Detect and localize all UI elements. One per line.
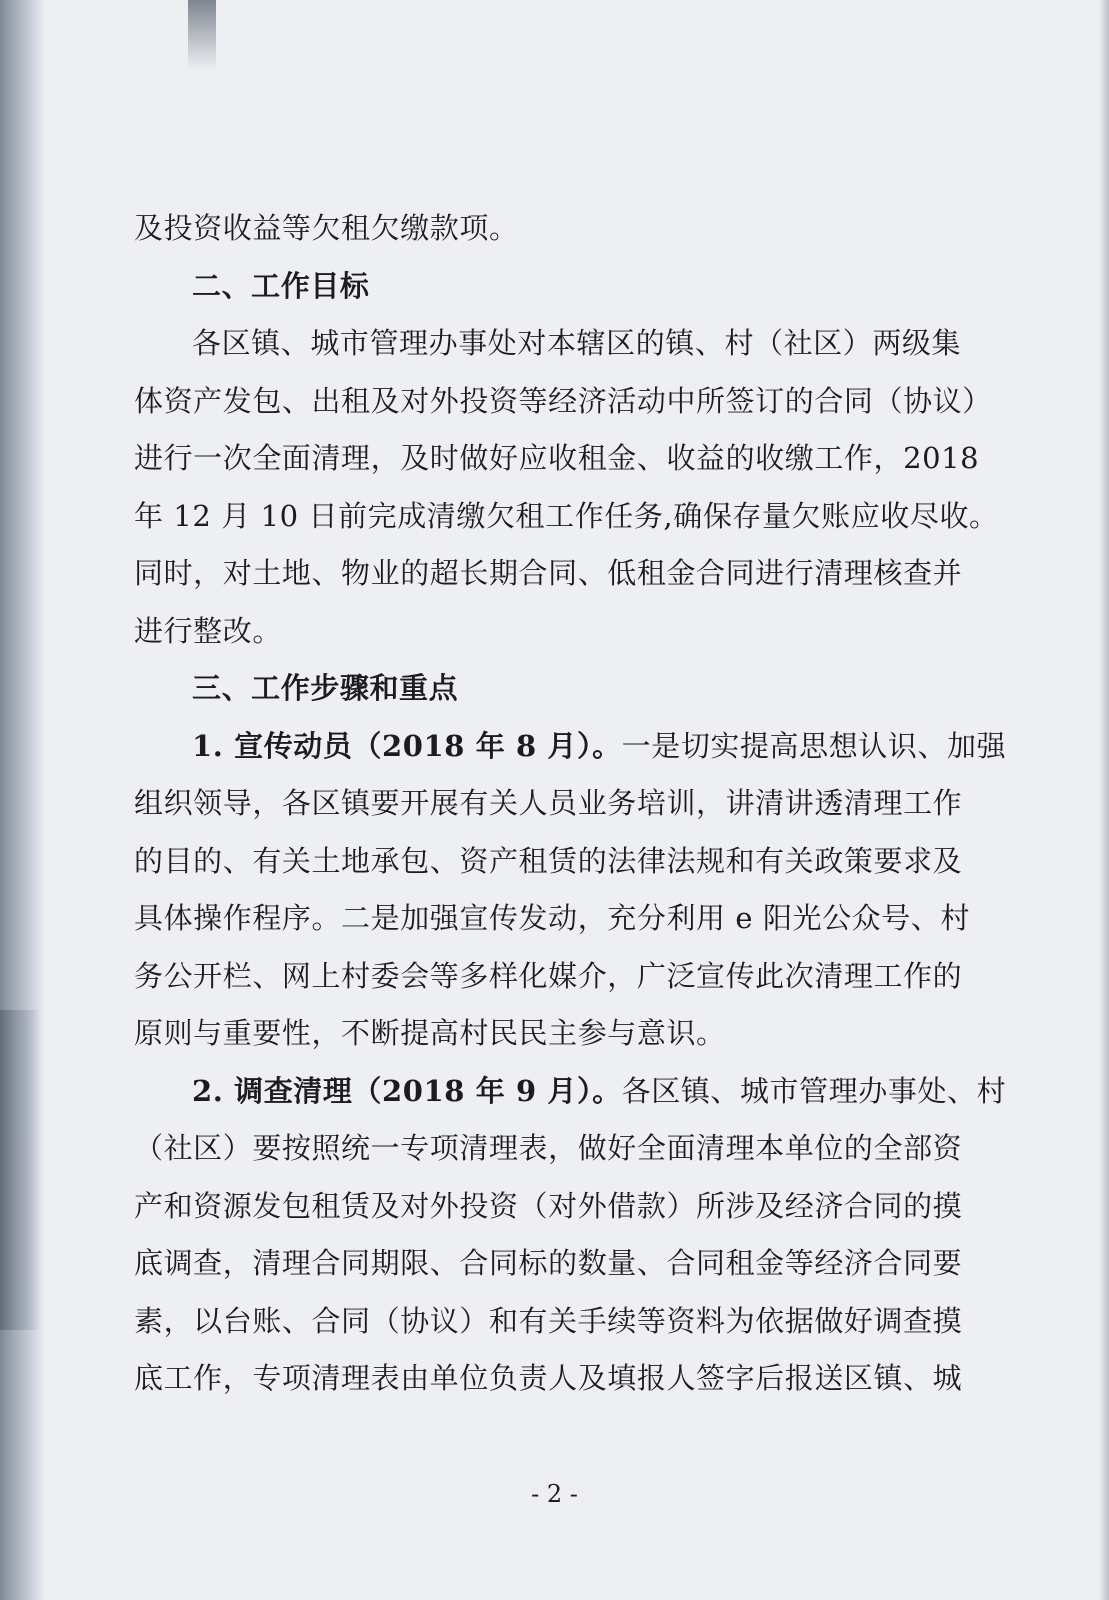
paragraph-line: 及投资收益等欠租欠缴款项。 xyxy=(134,211,519,245)
paragraph-line: 底调查，清理合同期限、合同标的数量、合同租金等经济合同要 xyxy=(134,1246,963,1280)
paragraph-line: 素，以台账、合同（协议）和有关手续等资料为依据做好调查摸 xyxy=(134,1303,963,1338)
paragraph-line: 年 12 月 10 日前完成清缴欠租工作任务,确保存量欠账应收尽收。 xyxy=(134,498,999,533)
section-heading: 三、工作步骤和重点 xyxy=(192,671,459,705)
paragraph-line: 底工作，专项清理表由单位负责人及填报人签字后报送区镇、城 xyxy=(134,1361,963,1395)
page-number: - 2 - xyxy=(531,1480,578,1508)
paragraph-line: 体资产发包、出租及对外投资等经济活动中所签订的合同（协议） xyxy=(134,383,992,418)
paragraph-line: 各区镇、城市管理办事处对本辖区的镇、村（社区）两级集 xyxy=(192,326,962,360)
paragraph-line: （社区）要按照统一专项清理表，做好全面清理本单位的全部资 xyxy=(134,1131,963,1165)
scan-streak xyxy=(188,0,216,70)
document-body xyxy=(134,200,1007,1408)
scan-edge-shadow xyxy=(0,1010,40,1330)
paragraph-line: 具体操作程序。二是加强宣传发动，充分利用 e 阳光公众号、村 xyxy=(134,901,970,935)
paragraph-line xyxy=(134,718,1007,776)
paragraph-text: 一是切实提高思想认识、加强 xyxy=(621,728,1007,763)
paragraph-line: 务公开栏、网上村委会等多样化媒介，广泛宣传此次清理工作的 xyxy=(134,958,963,993)
paragraph-line: 的目的、有关土地承包、资产租赁的法律法规和有关政策要求及 xyxy=(134,843,963,878)
paragraph-line xyxy=(134,1063,1007,1121)
section-heading: 二、工作目标 xyxy=(192,268,370,303)
scan-edge-shadow xyxy=(1099,0,1109,1600)
paragraph-line: 原则与重要性，不断提高村民民主参与意识。 xyxy=(134,1016,726,1050)
paragraph-text: 各区镇、城市管理办事处、村 xyxy=(621,1073,1007,1108)
paragraph-line: 组织领导，各区镇要开展有关人员业务培训，讲清讲透清理工作 xyxy=(134,786,963,820)
step-heading: 1. 宣传动员（2018 年 8 月）。 xyxy=(192,728,622,763)
paragraph-line: 产和资源发包租赁及对外投资（对外借款）所涉及经济合同的摸 xyxy=(134,1188,963,1223)
paragraph-line: 进行整改。 xyxy=(134,613,282,648)
step-heading: 2. 调查清理（2018 年 9 月）。 xyxy=(192,1073,622,1108)
scan-edge-shadow xyxy=(0,0,46,1600)
paragraph-line: 同时，对土地、物业的超长期合同、低租金合同进行清理核查并 xyxy=(134,556,963,590)
paragraph-line: 进行一次全面清理，及时做好应收租金、收益的收缴工作，2018 xyxy=(134,441,980,475)
